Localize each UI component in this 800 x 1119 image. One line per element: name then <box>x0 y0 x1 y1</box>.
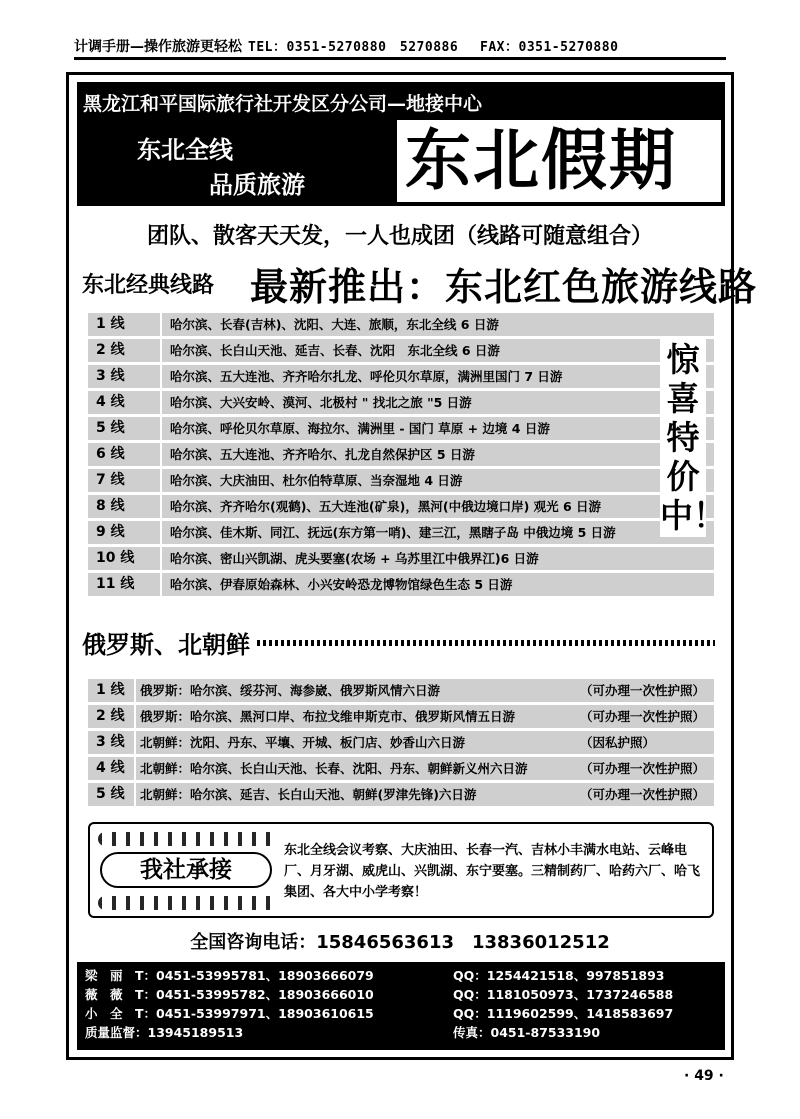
contact-row <box>85 966 717 985</box>
route-description <box>136 679 714 702</box>
route-row <box>88 703 714 729</box>
page-header <box>74 36 726 60</box>
reception-box <box>88 822 714 918</box>
passport-note: （可办理一次性护照） <box>580 786 706 802</box>
route-number: 1 线 <box>88 313 160 336</box>
route-row <box>88 571 714 597</box>
route-row <box>88 337 714 363</box>
header-contact: TEL：0351-5270880 5270886 FAX：0351-5270880 <box>248 40 619 55</box>
route-text: 北朝鲜：哈尔滨、长白山天池、长春、沈阳、丹东、朝鲜新义州六日游 <box>140 760 528 776</box>
route-row <box>88 363 714 389</box>
route-number: 5 线 <box>88 783 134 806</box>
contact-phone: 小 全 T：0451-53997971、18903610615 <box>85 1006 374 1021</box>
route-number: 7 线 <box>88 469 160 492</box>
route-description <box>136 757 714 780</box>
route-text: 俄罗斯：哈尔滨、绥芬河、海参崴、俄罗斯风情六日游 <box>140 682 441 698</box>
section-classic-title: 东北经典线路 <box>82 273 215 298</box>
route-row <box>88 729 714 755</box>
passport-note: （可办理一次性护照） <box>580 708 706 724</box>
route-description: 哈尔滨、伊春原始森林、小兴安岭恐龙博物馆绿色生态 5 日游 <box>162 573 714 596</box>
route-number: 5 线 <box>88 417 160 440</box>
route-row <box>88 545 714 571</box>
route-row <box>88 311 714 337</box>
banner <box>77 82 725 206</box>
route-number: 8 线 <box>88 495 160 518</box>
route-number: 2 线 <box>88 705 134 728</box>
route-text: 俄罗斯：哈尔滨、黑河口岸、布拉戈维申斯克市、俄罗斯风情五日游 <box>140 708 516 724</box>
big-title: 东北假期 <box>405 122 677 199</box>
route-number: 9 线 <box>88 521 160 544</box>
vine-decoration-icon <box>98 896 276 910</box>
reception-label: 我社承接 <box>100 852 272 888</box>
passport-note: （因私护照） <box>580 734 656 750</box>
reception-text: 东北全线会议考察、大庆油田、长春一汽、吉林小丰满水电站、云峰电厂、月牙湖、威虎山、兴凯湖、东宁要塞。三精制药厂、哈药六厂、哈飞集团、各大中小学考察！ <box>284 843 701 900</box>
fax: 传真：0451-87533190 <box>453 1025 601 1040</box>
decorative-rule <box>257 640 715 646</box>
route-row <box>88 493 714 519</box>
route-text: 北朝鲜：哈尔滨、延吉、长白山天池、朝鲜(罗津先锋)六日游 <box>140 786 477 802</box>
route-description: 哈尔滨、密山兴凯湖、虎头要塞(农场 + 乌苏里江中俄界江)6 日游 <box>162 547 714 570</box>
route-description <box>136 705 714 728</box>
contacts-panel <box>77 962 725 1050</box>
passport-note: （可办理一次性护照） <box>580 682 706 698</box>
contact-row <box>85 1004 717 1023</box>
route-description: 哈尔滨、齐齐哈尔(观鹤)、五大连池(矿泉)，黑河(中俄边境口岸) 观光 6 日游 <box>162 495 714 518</box>
route-number: 1 线 <box>88 679 134 702</box>
passport-note: （可办理一次性护照） <box>580 760 706 776</box>
contact-phone: 薇 薇 T：0451-53995782、18903666010 <box>85 987 374 1002</box>
header-title: 计调手册—操作旅游更轻松 <box>74 39 242 55</box>
slogan-line-1: 东北全线 <box>137 136 233 164</box>
route-number: 3 线 <box>88 365 160 388</box>
contact-row <box>85 1023 717 1042</box>
foreign-routes-list <box>88 677 714 807</box>
route-description: 哈尔滨、大兴安岭、漠河、北极村 " 找北之旅 "5 日游 <box>162 391 714 414</box>
route-row <box>88 781 714 807</box>
special-price-vertical-text: 惊喜特价中！ <box>660 340 726 535</box>
section-russia-korea-title: 俄罗斯、北朝鲜 <box>82 631 250 659</box>
national-hotline: 全国咨询电话：15846563613 13836012512 <box>190 932 610 953</box>
page-number: · 49 · <box>684 1068 724 1084</box>
route-row <box>88 415 714 441</box>
route-number: 2 线 <box>88 339 160 362</box>
slogan-line-2: 品质旅游 <box>209 171 305 199</box>
route-description: 哈尔滨、五大连池、齐齐哈尔扎龙、呼伦贝尔草原，满洲里国门 7 日游 <box>162 365 714 388</box>
route-description: 哈尔滨、大庆油田、杜尔伯特草原、当奈湿地 4 日游 <box>162 469 714 492</box>
route-row <box>88 389 714 415</box>
route-number: 11 线 <box>88 573 160 596</box>
vine-decoration-icon <box>98 832 276 846</box>
route-number: 4 线 <box>88 391 160 414</box>
route-row <box>88 755 714 781</box>
quality-supervision: 质量监督：13945189513 <box>85 1025 244 1040</box>
contact-row <box>85 985 717 1004</box>
route-description <box>136 731 714 754</box>
route-row <box>88 677 714 703</box>
contact-qq: QQ：1119602599、1418583697 <box>453 1006 674 1021</box>
route-description: 哈尔滨、长白山天池、延吉、长春、沈阳 东北全线 6 日游 <box>162 339 714 362</box>
route-description: 哈尔滨、佳木斯、同江、抚远(东方第一哨)、建三江，黑瞎子岛 中俄边境 5 日游 <box>162 521 714 544</box>
route-row <box>88 441 714 467</box>
section-promo-title: 最新推出：东北红色旅游线路 <box>250 265 758 309</box>
route-number: 6 线 <box>88 443 160 466</box>
route-row <box>88 467 714 493</box>
route-description: 哈尔滨、呼伦贝尔草原、海拉尔、满洲里 - 国门 草原 + 边境 4 日游 <box>162 417 714 440</box>
route-number: 4 线 <box>88 757 134 780</box>
classic-routes-list <box>88 311 726 597</box>
big-title-box <box>397 120 721 202</box>
route-text: 北朝鲜：沈阳、丹东、平壤、开城、板门店、妙香山六日游 <box>140 734 466 750</box>
route-description <box>136 783 714 806</box>
route-row <box>88 519 714 545</box>
route-number: 10 线 <box>88 547 160 570</box>
tagline: 团队、散客天天发，一人也成团（线路可随意组合） <box>146 224 653 249</box>
route-description: 哈尔滨、长春(吉林)、沈阳、大连、旅顺，东北全线 6 日游 <box>162 313 714 336</box>
route-description: 哈尔滨、五大连池、齐齐哈尔、扎龙自然保护区 5 日游 <box>162 443 714 466</box>
contact-qq: QQ：1181050973、1737246588 <box>453 987 674 1002</box>
contact-phone: 梁 丽 T：0451-53995781、18903666079 <box>85 968 374 983</box>
company-name: 黑龙江和平国际旅行社开发区分公司—地接中心 <box>83 93 483 115</box>
contact-qq: QQ：1254421518、997851893 <box>453 968 665 983</box>
route-number: 3 线 <box>88 731 134 754</box>
